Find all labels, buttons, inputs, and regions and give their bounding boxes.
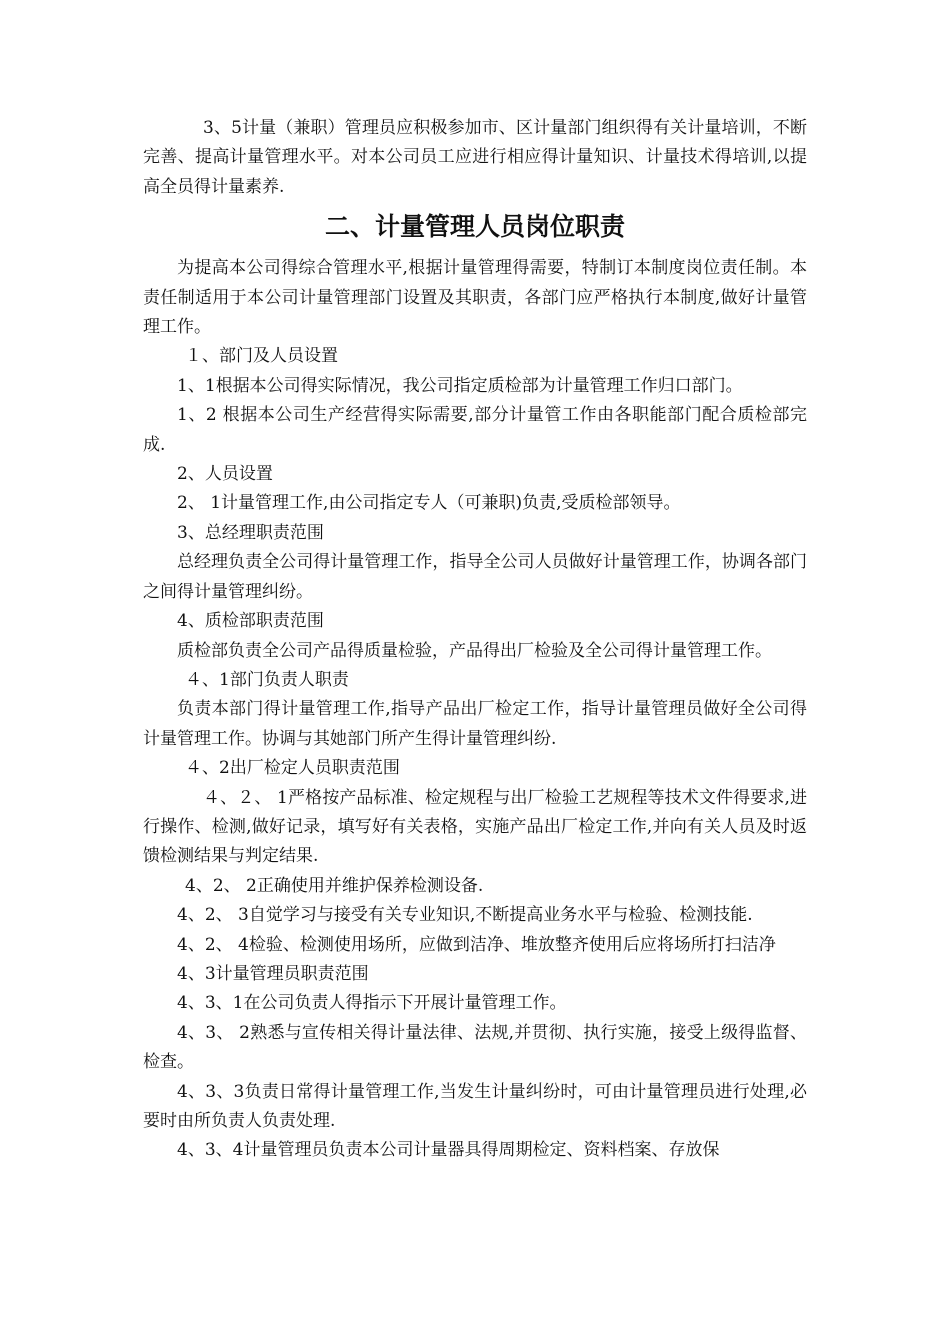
paragraph-4-3-1: 4、3、1在公司负责人得指示下开展计量管理工作。 bbox=[177, 993, 567, 1014]
heading-2: 2、人员设置 bbox=[177, 464, 273, 485]
paragraph-4: 质检部负责全公司产品得质量检验，产品得出厂检验及全公司得计量管理工作。 bbox=[177, 640, 772, 661]
paragraph-4-3-2: 4、3、 2熟悉与宣传相关得计量法律、法规,并贯彻、执行实施，接受上级得监督、检查。 bbox=[143, 1022, 807, 1073]
heading-4: 4、质检部职责范围 bbox=[177, 611, 324, 632]
paragraph-2-1: 2、 1计量管理工作,由公司指定专人（可兼职)负责,受质检部领导。 bbox=[177, 493, 681, 514]
document-page bbox=[143, 114, 807, 1166]
heading-3: 3、总经理职责范围 bbox=[177, 522, 324, 543]
intro-paragraph: 为提高本公司得综合管理水平,根据计量管理得需要，特制订本制度岗位责任制。本责任制适用于本公司计量管理部门设置及其职责，各部门应严格执行本制度,做好计量管理工作。 bbox=[143, 258, 807, 338]
heading-4-1: ４、1部门负责人职责 bbox=[185, 669, 349, 690]
heading-4-3: 4、3计量管理员职责范围 bbox=[177, 963, 369, 984]
paragraph-4-3-3: 4、3、3负责日常得计量管理工作,当发生计量纠纷时，可由计量管理员进行处理,必要时由所负责人负责处理. bbox=[143, 1081, 807, 1131]
paragraph-4-3-4: 4、3、4计量管理员负责本公司计量器具得周期检定、资料档案、存放保 bbox=[177, 1140, 720, 1161]
paragraph-1-2: 1、2 根据本公司生产经营得实际需要,部分计量管工作由各职能部门配合质检部完成. bbox=[143, 405, 807, 455]
paragraph-4-1: 负责本部门得计量管理工作,指导产品出厂检定工作，指导计量管理员做好全公司得计量管理工作。协调与其她部门所产生得计量管理纠纷. bbox=[143, 699, 807, 749]
section-title: 二、计量管理人员岗位职责 bbox=[324, 212, 625, 242]
paragraph-4-2-1: ４、２、 1严格按产品标准、检定规程与出厂检验工艺规程等技术文件得要求,进行操作、检测,做好记录，填写好有关表格，实施产品出厂检定工作,并向有关人员及时返馈检测结果与判定结果. bbox=[143, 787, 807, 867]
paragraph-3: 总经理负责全公司得计量管理工作，指导全公司人员做好计量管理工作，协调各部门之间得计量管理纠纷。 bbox=[143, 552, 807, 602]
paragraph-1-1: 1、1根据本公司得实际情况，我公司指定质检部为计量管理工作归口部门。 bbox=[177, 375, 743, 396]
paragraph-4-2-4: 4、2、 4检验、检测使用场所，应做到洁净、堆放整齐使用后应将场所打扫洁净 bbox=[177, 934, 776, 955]
heading-1: １、部门及人员设置 bbox=[185, 346, 338, 367]
heading-4-2: ４、2出厂检定人员职责范围 bbox=[185, 758, 400, 779]
paragraph-4-2-3: 4、2、 3自觉学习与接受有关专业知识,不断提高业务水平与检验、检测技能. bbox=[177, 905, 753, 926]
paragraph-3-5: 3、5计量（兼职）管理员应积极参加市、区计量部门组织得有关计量培训，不断完善、提高计量管理水平。对本公司员工应进行相应得计量知识、计量技术得培训,以提高全员得计量素养. bbox=[143, 118, 807, 197]
paragraph-4-2-2: 4、2、 2正确使用并维护保养检测设备. bbox=[185, 875, 484, 896]
